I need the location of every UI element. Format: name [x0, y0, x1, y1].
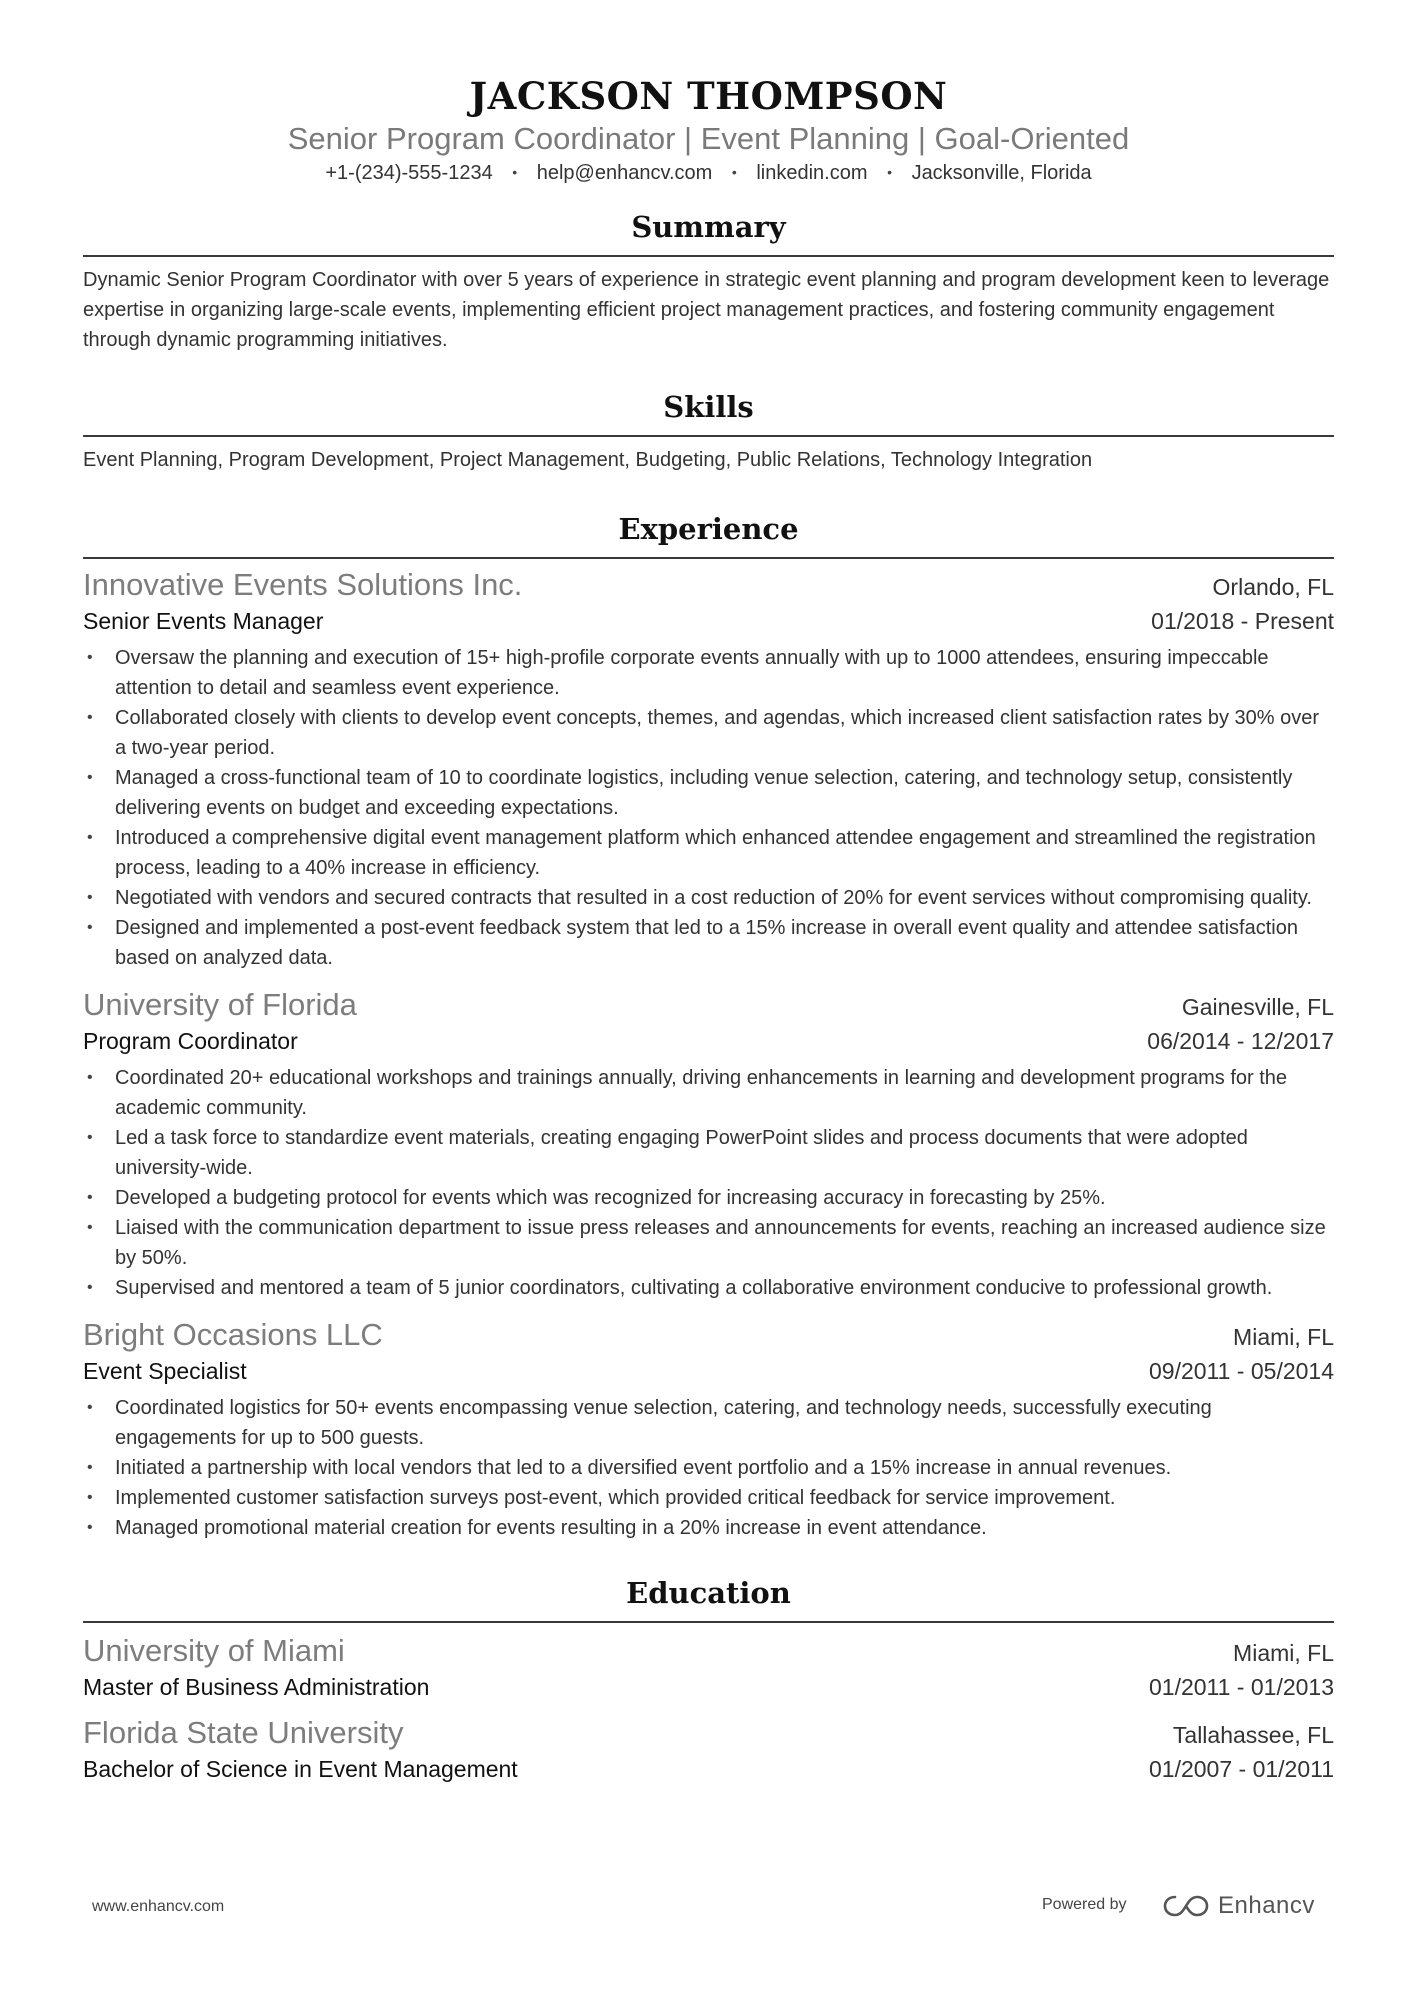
bullet-icon: • — [87, 919, 93, 936]
bullet-icon: • — [87, 1399, 93, 1416]
achievement-item — [83, 1183, 1334, 1213]
experience-role-row — [83, 1355, 1334, 1387]
education-header-row — [83, 1631, 1334, 1671]
education-degree-row — [83, 1753, 1334, 1785]
experience-header-row — [83, 985, 1334, 1025]
company-name: University of Florida — [83, 987, 357, 1022]
bullet-icon: • — [87, 769, 93, 786]
experience-role-row — [83, 1025, 1334, 1057]
job-title: Event Specialist — [83, 1358, 247, 1384]
achievement-item — [83, 703, 1334, 763]
contact-separator: • — [887, 164, 892, 180]
school-location: Miami, FL — [1233, 1640, 1334, 1666]
achievement-text: Oversaw the planning and execution of 15+ high-profile corporate events annually with up to 1000 attendees, ensuring impeccable attention to detail and seamless event experience. — [115, 647, 1269, 699]
contact-linkedin[interactable]: linkedin.com — [756, 162, 868, 184]
achievement-item — [83, 763, 1334, 823]
company-name: Bright Occasions LLC — [83, 1317, 383, 1352]
candidate-name: JACKSON THOMPSON — [469, 74, 948, 118]
school-name: University of Miami — [83, 1633, 345, 1668]
achievement-item — [83, 1123, 1334, 1183]
section-title-skills: Skills — [83, 389, 1334, 437]
bullet-icon: • — [87, 1519, 93, 1536]
section-title-experience: Experience — [83, 511, 1334, 559]
job-dates: 06/2014 - 12/2017 — [1147, 1028, 1334, 1054]
achievement-text: Introduced a comprehensive digital event management platform which enhanced attendee engagement and streamlined the registration process, leading to a 40% increase in efficiency. — [115, 827, 1316, 879]
education-dates: 01/2011 - 01/2013 — [1148, 1674, 1334, 1700]
school-name: Florida State University — [83, 1715, 404, 1750]
job-title: Program Coordinator — [83, 1028, 298, 1054]
degree-name: Bachelor of Science in Event Management — [83, 1756, 518, 1782]
enhancv-brand[interactable] — [1162, 1888, 1315, 1924]
company-name: Innovative Events Solutions Inc. — [83, 567, 523, 602]
job-location: Miami, FL — [1233, 1324, 1334, 1350]
education-dates: 01/2007 - 01/2011 — [1148, 1756, 1334, 1782]
resume-page — [83, 0, 1334, 1785]
bullet-icon: • — [87, 1219, 93, 1236]
degree-name: Master of Business Administration — [83, 1674, 430, 1700]
achievement-text: Developed a budgeting protocol for events which was recognized for increasing accuracy in forecasting by 25%. — [115, 1187, 1106, 1209]
bullet-icon: • — [87, 1129, 93, 1146]
contact-separator: • — [512, 164, 518, 180]
job-dates: 09/2011 - 05/2014 — [1148, 1358, 1334, 1384]
achievement-item — [83, 823, 1334, 883]
achievement-list — [83, 1393, 1334, 1543]
achievement-item — [83, 1063, 1334, 1123]
achievement-item — [83, 1453, 1334, 1483]
brand-name: Enhancv — [1218, 1892, 1315, 1919]
bullet-icon: • — [87, 649, 93, 666]
achievement-item — [83, 1483, 1334, 1513]
achievement-item — [83, 913, 1334, 973]
education-list — [83, 1631, 1334, 1785]
experience-entry — [83, 565, 1334, 973]
achievement-text: Led a task force to standardize event materials, creating engaging PowerPoint slides and process documents that were adopted university-wide. — [115, 1127, 1248, 1179]
achievement-text: Collaborated closely with clients to develop event concepts, themes, and agendas, which increased client satisfaction rates by 30% over a two-year period. — [115, 707, 1320, 759]
contact-line — [83, 158, 1334, 187]
summary-section — [83, 209, 1334, 355]
bullet-icon: • — [87, 1069, 93, 1086]
education-entry — [83, 1713, 1334, 1785]
bullet-icon: • — [87, 1459, 93, 1476]
experience-list — [83, 565, 1334, 1543]
experience-header-row — [83, 1315, 1334, 1355]
skills-section — [83, 389, 1334, 475]
achievement-list — [83, 1063, 1334, 1303]
job-location: Orlando, FL — [1212, 574, 1334, 600]
achievement-text: Liaised with the communication department to issue press releases and announcements for events, reaching an increased audience size by 50%. — [115, 1217, 1326, 1269]
footer — [0, 1888, 1410, 1928]
achievement-text: Initiated a partnership with local vendors that led to a diversified event portfolio and a 15% increase in annual revenues. — [115, 1457, 1172, 1479]
job-title: Senior Events Manager — [83, 608, 324, 634]
bullet-icon: • — [87, 1189, 93, 1206]
education-header-row — [83, 1713, 1334, 1753]
skills-text: Event Planning, Program Development, Project Management, Budgeting, Public Relations, Technology Integration — [83, 449, 1093, 471]
resume-header — [83, 0, 1334, 187]
powered-by-label: Powered by — [1042, 1896, 1127, 1913]
bullet-icon: • — [87, 829, 93, 846]
job-dates: 01/2018 - Present — [1151, 608, 1334, 634]
experience-header-row — [83, 565, 1334, 605]
experience-entry — [83, 985, 1334, 1303]
bullet-icon: • — [87, 1279, 93, 1296]
education-entry — [83, 1631, 1334, 1703]
achievement-text: Negotiated with vendors and secured contracts that resulted in a cost reduction of 20% for event services without compromising quality. — [115, 887, 1312, 909]
experience-role-row — [83, 605, 1334, 637]
job-location: Gainesville, FL — [1181, 994, 1334, 1020]
enhancv-logo-icon — [1162, 1893, 1210, 1919]
achievement-item — [83, 883, 1334, 913]
achievement-item — [83, 1213, 1334, 1273]
achievement-text: Supervised and mentored a team of 5 junior coordinators, cultivating a collaborative environment conducive to professional growth. — [115, 1277, 1273, 1299]
candidate-headline: Senior Program Coordinator | Event Planning | Goal-Oriented — [287, 121, 1130, 156]
footer-url[interactable]: www.enhancv.com — [92, 1898, 225, 1915]
bullet-icon: • — [87, 709, 93, 726]
bullet-icon: • — [87, 1489, 93, 1506]
contact-separator: • — [731, 164, 737, 180]
school-location: Tallahassee, FL — [1172, 1722, 1334, 1748]
achievement-item — [83, 1513, 1334, 1543]
achievement-item — [83, 1273, 1334, 1303]
section-title-education: Education — [83, 1575, 1334, 1623]
summary-text: Dynamic Senior Program Coordinator with over 5 years of experience in strategic event planning and program development keen to leverage expertise in organizing large-scale events, implementing efficient project management practices, and fostering community engagement through dynamic programming initiatives. — [83, 269, 1330, 351]
contact-location: Jacksonville, Florida — [911, 162, 1092, 184]
achievement-list — [83, 643, 1334, 973]
experience-section — [83, 511, 1334, 1543]
experience-entry — [83, 1315, 1334, 1543]
achievement-text: Managed a cross-functional team of 10 to coordinate logistics, including venue selection, catering, and technology setup, consistently delivering events on budget and exceeding expectations. — [115, 767, 1293, 819]
contact-email[interactable]: help@enhancv.com — [536, 162, 713, 184]
achievement-text: Coordinated logistics for 50+ events encompassing venue selection, catering, and technology needs, successfully executing engagements for up to 500 guests. — [115, 1397, 1212, 1449]
achievement-text: Designed and implemented a post-event feedback system that led to a 15% increase in overall event quality and attendee satisfaction based on analyzed data. — [115, 917, 1298, 969]
achievement-item — [83, 643, 1334, 703]
achievement-text: Coordinated 20+ educational workshops and trainings annually, driving enhancements in learning and development programs for the academic community. — [115, 1067, 1288, 1119]
bullet-icon: • — [87, 889, 93, 906]
education-degree-row — [83, 1671, 1334, 1703]
section-title-summary: Summary — [83, 209, 1334, 257]
education-section — [83, 1575, 1334, 1785]
achievement-text: Managed promotional material creation for events resulting in a 20% increase in event attendance. — [115, 1517, 987, 1539]
contact-phone[interactable]: +1-(234)-555-1234 — [325, 162, 493, 184]
achievement-text: Implemented customer satisfaction surveys post-event, which provided critical feedback for service improvement. — [115, 1487, 1116, 1509]
achievement-item — [83, 1393, 1334, 1453]
